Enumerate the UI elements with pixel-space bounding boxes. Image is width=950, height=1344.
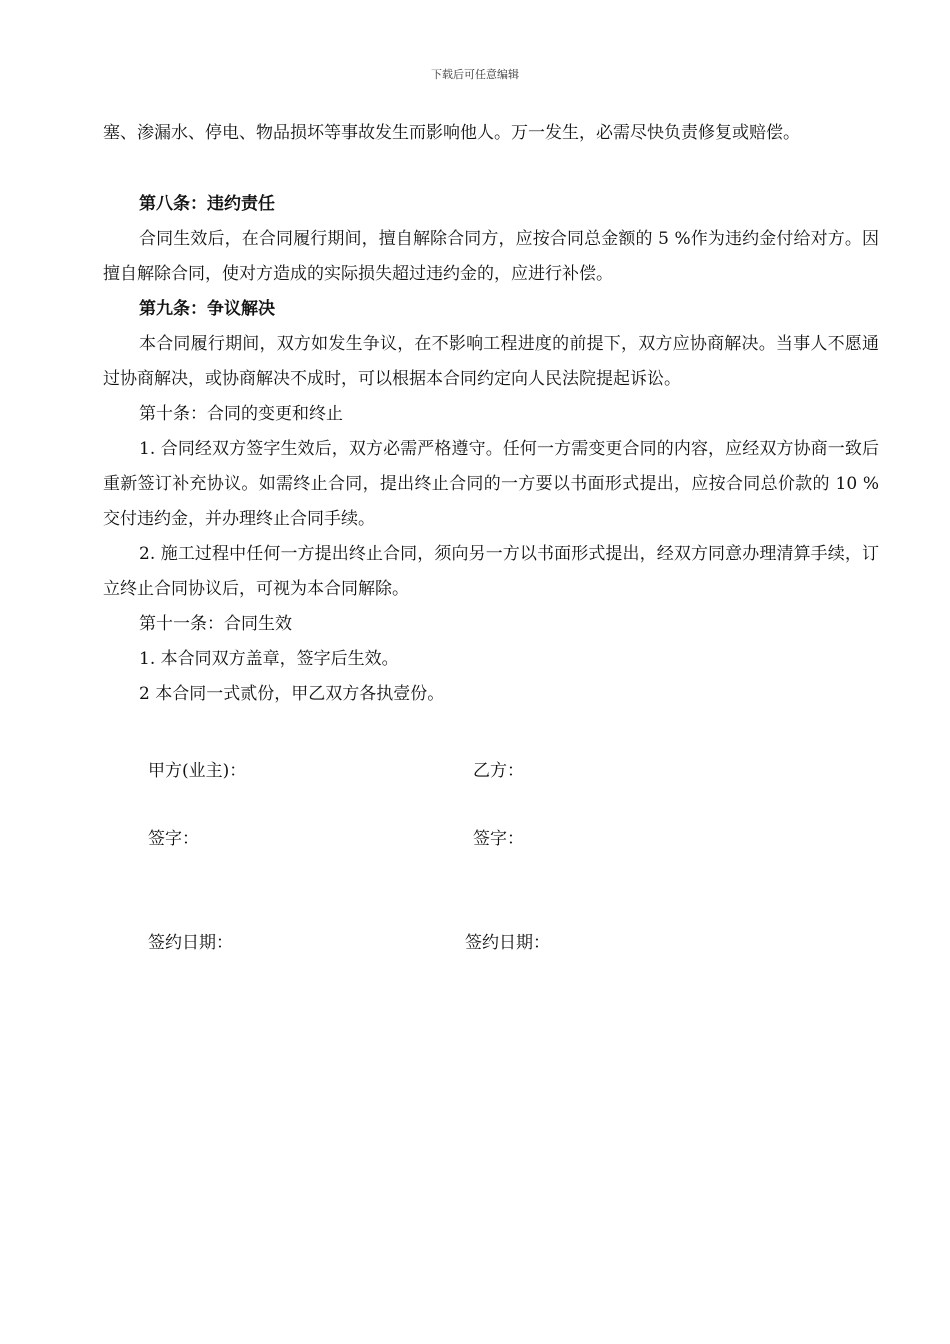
article-9-title: 第九条：争议解决 [139, 299, 275, 319]
article-8-title: 第八条：违约责任 [139, 194, 275, 214]
article-10-item-1: 1. 合同经双方签字生效后，双方必需严格遵守。任何一方需变更合同的内容，应经双方协商一致后重新签订补充协议。如需终止合同，提出终止合同的一方要以书面形式提出，应按合同总价款的 10 %交付违约金，并办理终止合同手续。 [103, 439, 879, 529]
article-10-title: 第十条：合同的变更和终止 [139, 404, 343, 424]
paragraph-continuation: 塞、渗漏水、停电、物品损坏等事故发生而影响他人。万一发生，必需尽快负责修复或赔偿。 [103, 123, 800, 143]
article-8-text: 合同生效后，在合同履行期间，擅自解除合同方，应按合同总金额的 5 %作为违约金付给对方。因擅自解除合同，使对方造成的实际损失超过违约金的，应进行补偿。 [103, 229, 879, 284]
party-b-date-label: 签约日期： [465, 933, 550, 953]
article-11-item-1: 1. 本合同双方盖章，签字后生效。 [139, 649, 399, 669]
party-a-label: 甲方(业主)： [148, 761, 247, 781]
article-11-title: 第十一条：合同生效 [139, 614, 292, 634]
party-a-date-label: 签约日期： [148, 933, 233, 953]
party-b-signature-label: 签字： [473, 829, 524, 849]
article-11-item-2: 2 本合同一式贰份，甲乙双方各执壹份。 [139, 684, 445, 704]
article-9-text: 本合同履行期间，双方如发生争议，在不影响工程进度的前提下，双方应协商解决。当事人不愿通过协商解决，或协商解决不成时，可以根据本合同约定向人民法院提起诉讼。 [103, 334, 879, 389]
party-a-signature-label: 签字： [148, 829, 199, 849]
paragraph-gap [103, 151, 879, 187]
page-header: 下载后可任意编辑 [431, 68, 519, 81]
article-10-item-2: 2. 施工过程中任何一方提出终止合同，须向另一方以书面形式提出，经双方同意办理清算手续，订立终止合同协议后，可视为本合同解除。 [103, 544, 879, 599]
contract-body [103, 116, 879, 712]
party-b-label: 乙方： [473, 761, 524, 781]
